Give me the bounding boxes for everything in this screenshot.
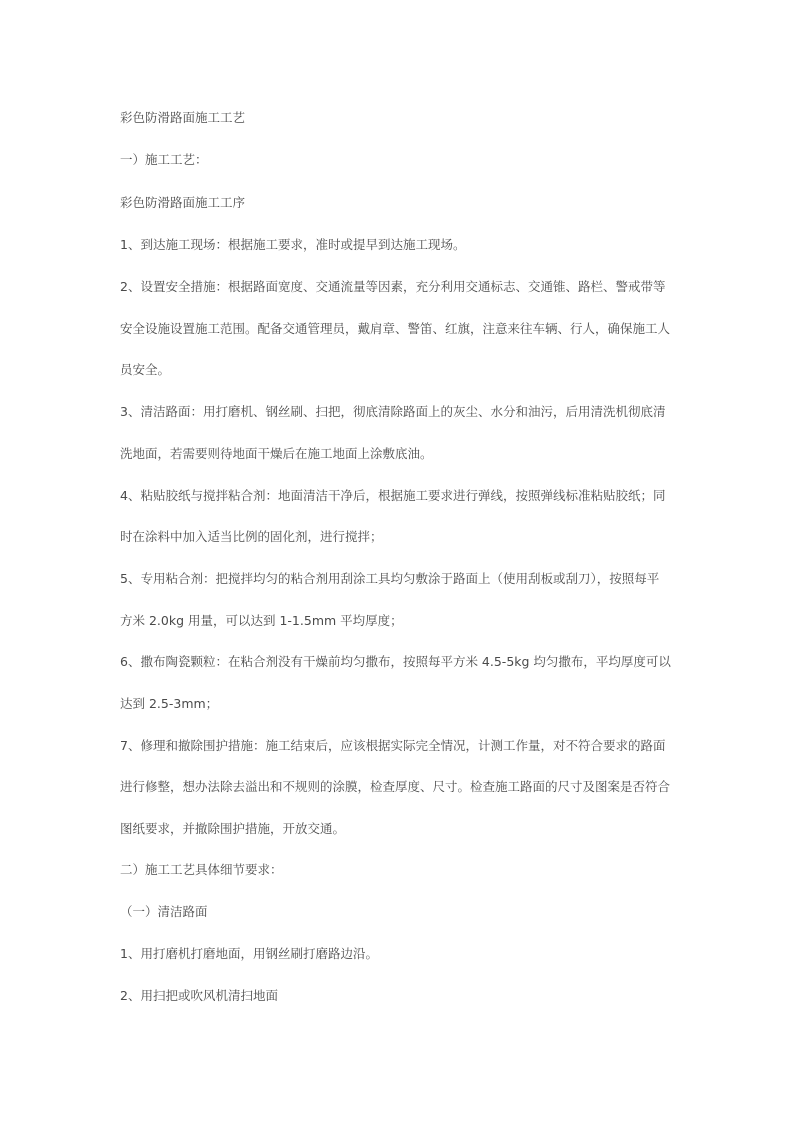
subsection-heading: （一）清洁路面 — [120, 904, 208, 919]
paragraph-line: 5、专用粘合剂：把搅拌均匀的粘合剂用刮涂工具均匀敷涂于路面上（使用刮板或刮刀），按照每平 — [120, 571, 660, 586]
paragraph-line: 6、撒布陶瓷颗粒：在粘合剂没有干燥前均匀撒布，按照每平方米 4.5-5kg 均匀撒布，平均厚度可以 — [120, 654, 671, 669]
paragraph-line: 3、清洁路面：用打磨机、钢丝刷、扫把，彻底清除路面上的灰尘、水分和油污，后用清洗机彻底清 — [120, 404, 666, 419]
paragraph-line: 1、用打磨机打磨地面，用钢丝刷打磨路边沿。 — [120, 946, 378, 961]
paragraph-line: 安全设施设置施工范围。配备交通管理员，戴肩章、警笛、红旗，注意来往车辆、行人，确保施工人 — [120, 321, 671, 336]
paragraph-line: 达到 2.5-3mm； — [120, 696, 219, 711]
paragraph-line: 1、到达施工现场：根据施工要求，准时或提早到达施工现场。 — [120, 237, 466, 252]
paragraph-line: 方米 2.0kg 用量，可以达到 1-1.5mm 平均厚度； — [120, 613, 403, 628]
paragraph-line: 进行修整，想办法除去溢出和不规则的涂膜，检查厚度、尺寸。检查施工路面的尺寸及图案是否符合 — [120, 779, 671, 794]
section-heading-1: 一）施工工艺： — [120, 152, 208, 167]
paragraph-line: 7、修理和撤除围护措施：施工结束后，应该根据实际完全情况，计测工作量，对不符合要求的路面 — [120, 738, 666, 753]
paragraph-line: 时在涂料中加入适当比例的固化剂，进行搅拌； — [120, 529, 383, 544]
paragraph-line: 图纸要求，并撤除围护措施，开放交通。 — [120, 821, 346, 836]
section-heading-2: 二）施工工艺具体细节要求： — [120, 862, 283, 877]
document-title: 彩色防滑路面施工工艺 — [120, 110, 246, 125]
subsection-heading: 彩色防滑路面施工工序 — [120, 195, 246, 210]
paragraph-line: 2、设置安全措施：根据路面宽度、交通流量等因素，充分利用交通标志、交通锥、路栏、警戒带等 — [120, 279, 666, 294]
paragraph-line: 4、粘贴胶纸与搅拌粘合剂：地面清洁干净后，根据施工要求进行弹线，按照弹线标准粘贴胶纸；同 — [120, 488, 666, 503]
paragraph-line: 2、用扫把或吹风机清扫地面 — [120, 988, 278, 1003]
paragraph-line: 洗地面，若需要则待地面干燥后在施工地面上涂敷底油。 — [120, 446, 433, 461]
paragraph-line: 员安全。 — [120, 362, 171, 377]
